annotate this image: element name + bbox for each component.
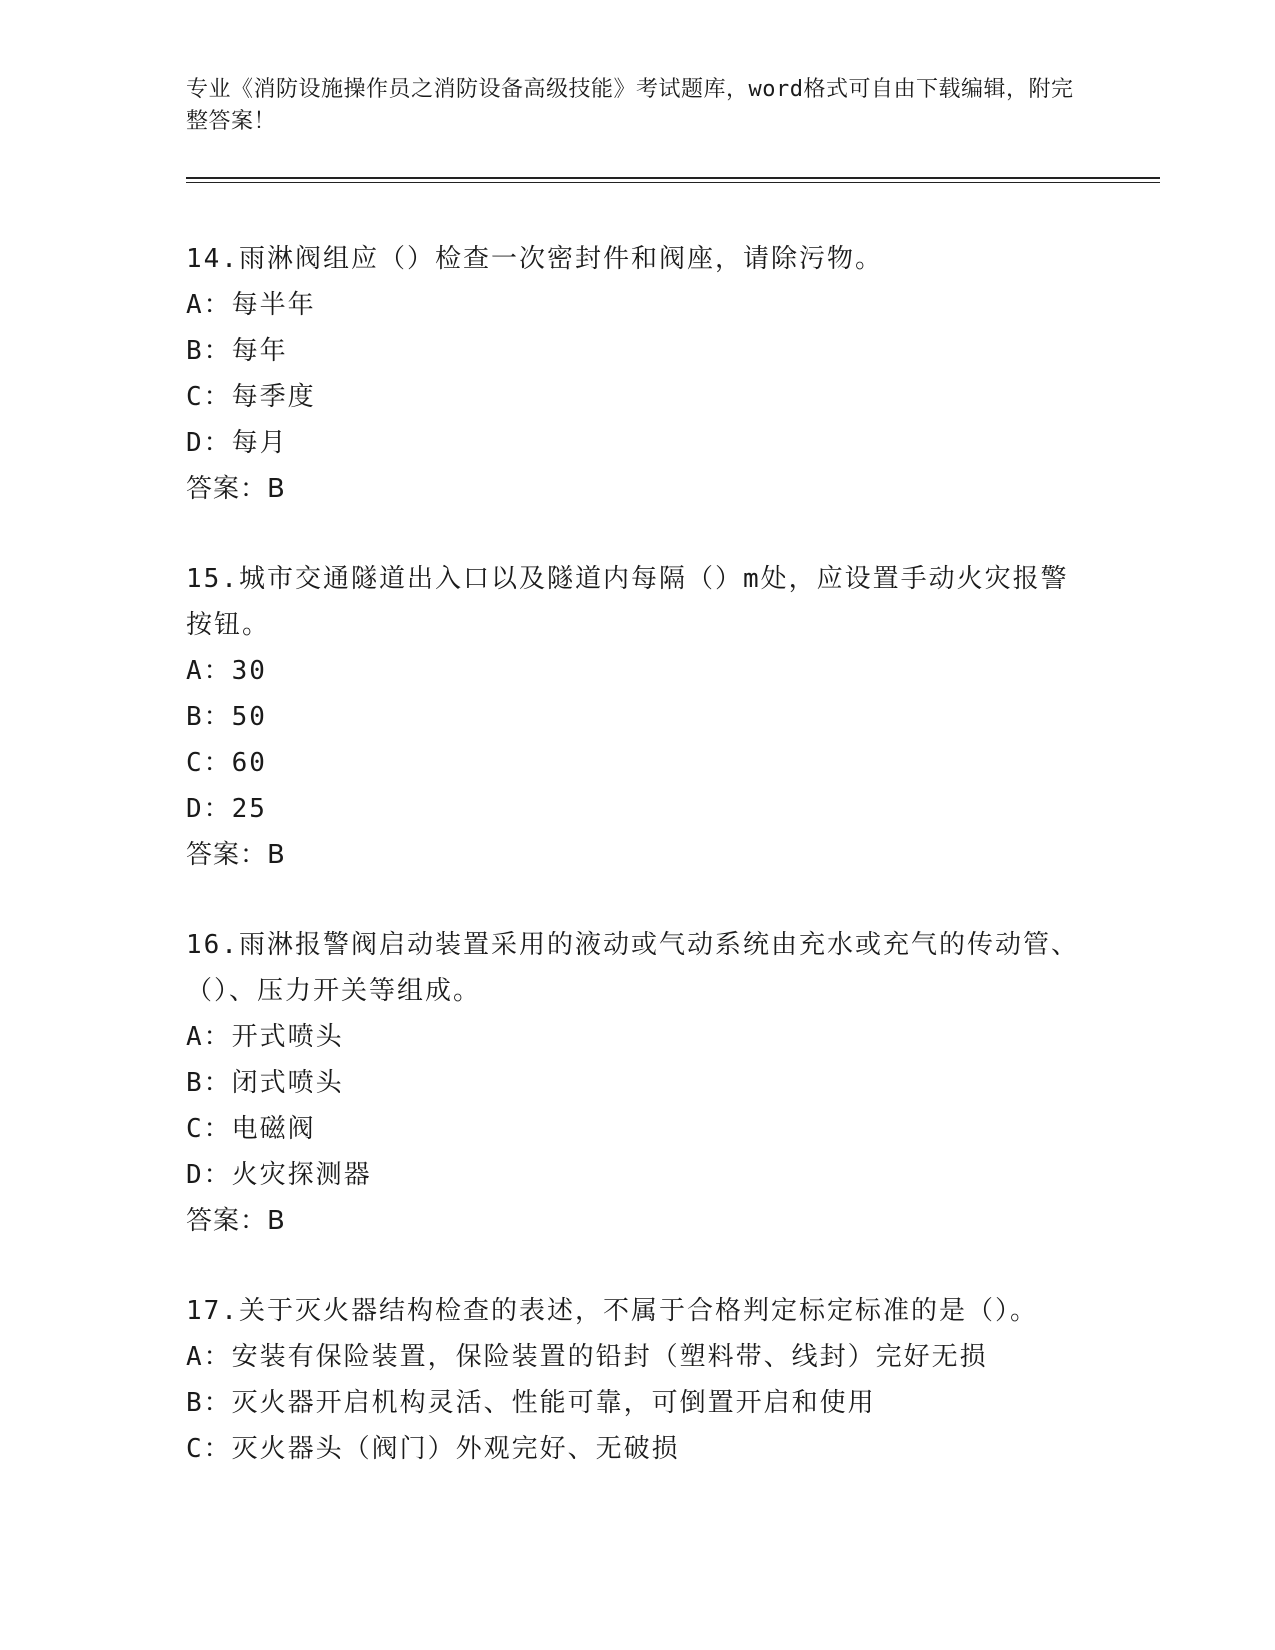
question-stem: 15.城市交通隧道出入口以及隧道内每隔（）m处，应设置手动火灾报警按钮。 bbox=[186, 564, 1069, 640]
answer-line: 答案：B bbox=[186, 840, 286, 870]
option-d: D：每月 bbox=[186, 428, 288, 458]
option-b: B：50 bbox=[186, 702, 267, 732]
option-c: C：每季度 bbox=[186, 382, 316, 412]
option-b: B：闭式喷头 bbox=[186, 1068, 344, 1098]
option-a: A：每半年 bbox=[186, 290, 316, 320]
document-header: 专业《消防设施操作员之消防设备高级技能》考试题库，word格式可自由下载编辑，附完整答案！ bbox=[186, 77, 1074, 134]
question-14 bbox=[186, 236, 1086, 512]
option-c: C：60 bbox=[186, 748, 267, 778]
question-17 bbox=[186, 1288, 1086, 1472]
question-stem: 16.雨淋报警阀启动装置采用的液动或气动系统由充水或充气的传动管、（）、压力开关等组成。 bbox=[186, 930, 1079, 1006]
answer-line: 答案：B bbox=[186, 474, 286, 504]
header-divider bbox=[186, 177, 1160, 179]
option-c: C：电磁阀 bbox=[186, 1114, 316, 1144]
question-16 bbox=[186, 922, 1086, 1244]
question-15 bbox=[186, 556, 1086, 878]
option-d: D：火灾探测器 bbox=[186, 1160, 372, 1190]
option-d: D：25 bbox=[186, 794, 267, 824]
question-stem: 17.关于灭火器结构检查的表述，不属于合格判定标定标准的是（）。 bbox=[186, 1296, 1038, 1326]
option-a: A：安装有保险装置，保险装置的铅封（塑料带、线封）完好无损 bbox=[186, 1342, 988, 1372]
header-divider-thin bbox=[186, 182, 1160, 183]
option-b: B：每年 bbox=[186, 336, 288, 366]
option-a: A：30 bbox=[186, 656, 267, 686]
option-a: A：开式喷头 bbox=[186, 1022, 344, 1052]
option-b: B：灭火器开启机构灵活、性能可靠，可倒置开启和使用 bbox=[186, 1388, 876, 1418]
answer-line: 答案：B bbox=[186, 1206, 286, 1236]
option-c: C：灭火器头（阀门）外观完好、无破损 bbox=[186, 1434, 680, 1464]
question-stem: 14.雨淋阀组应（）检查一次密封件和阀座，请除污物。 bbox=[186, 244, 883, 274]
